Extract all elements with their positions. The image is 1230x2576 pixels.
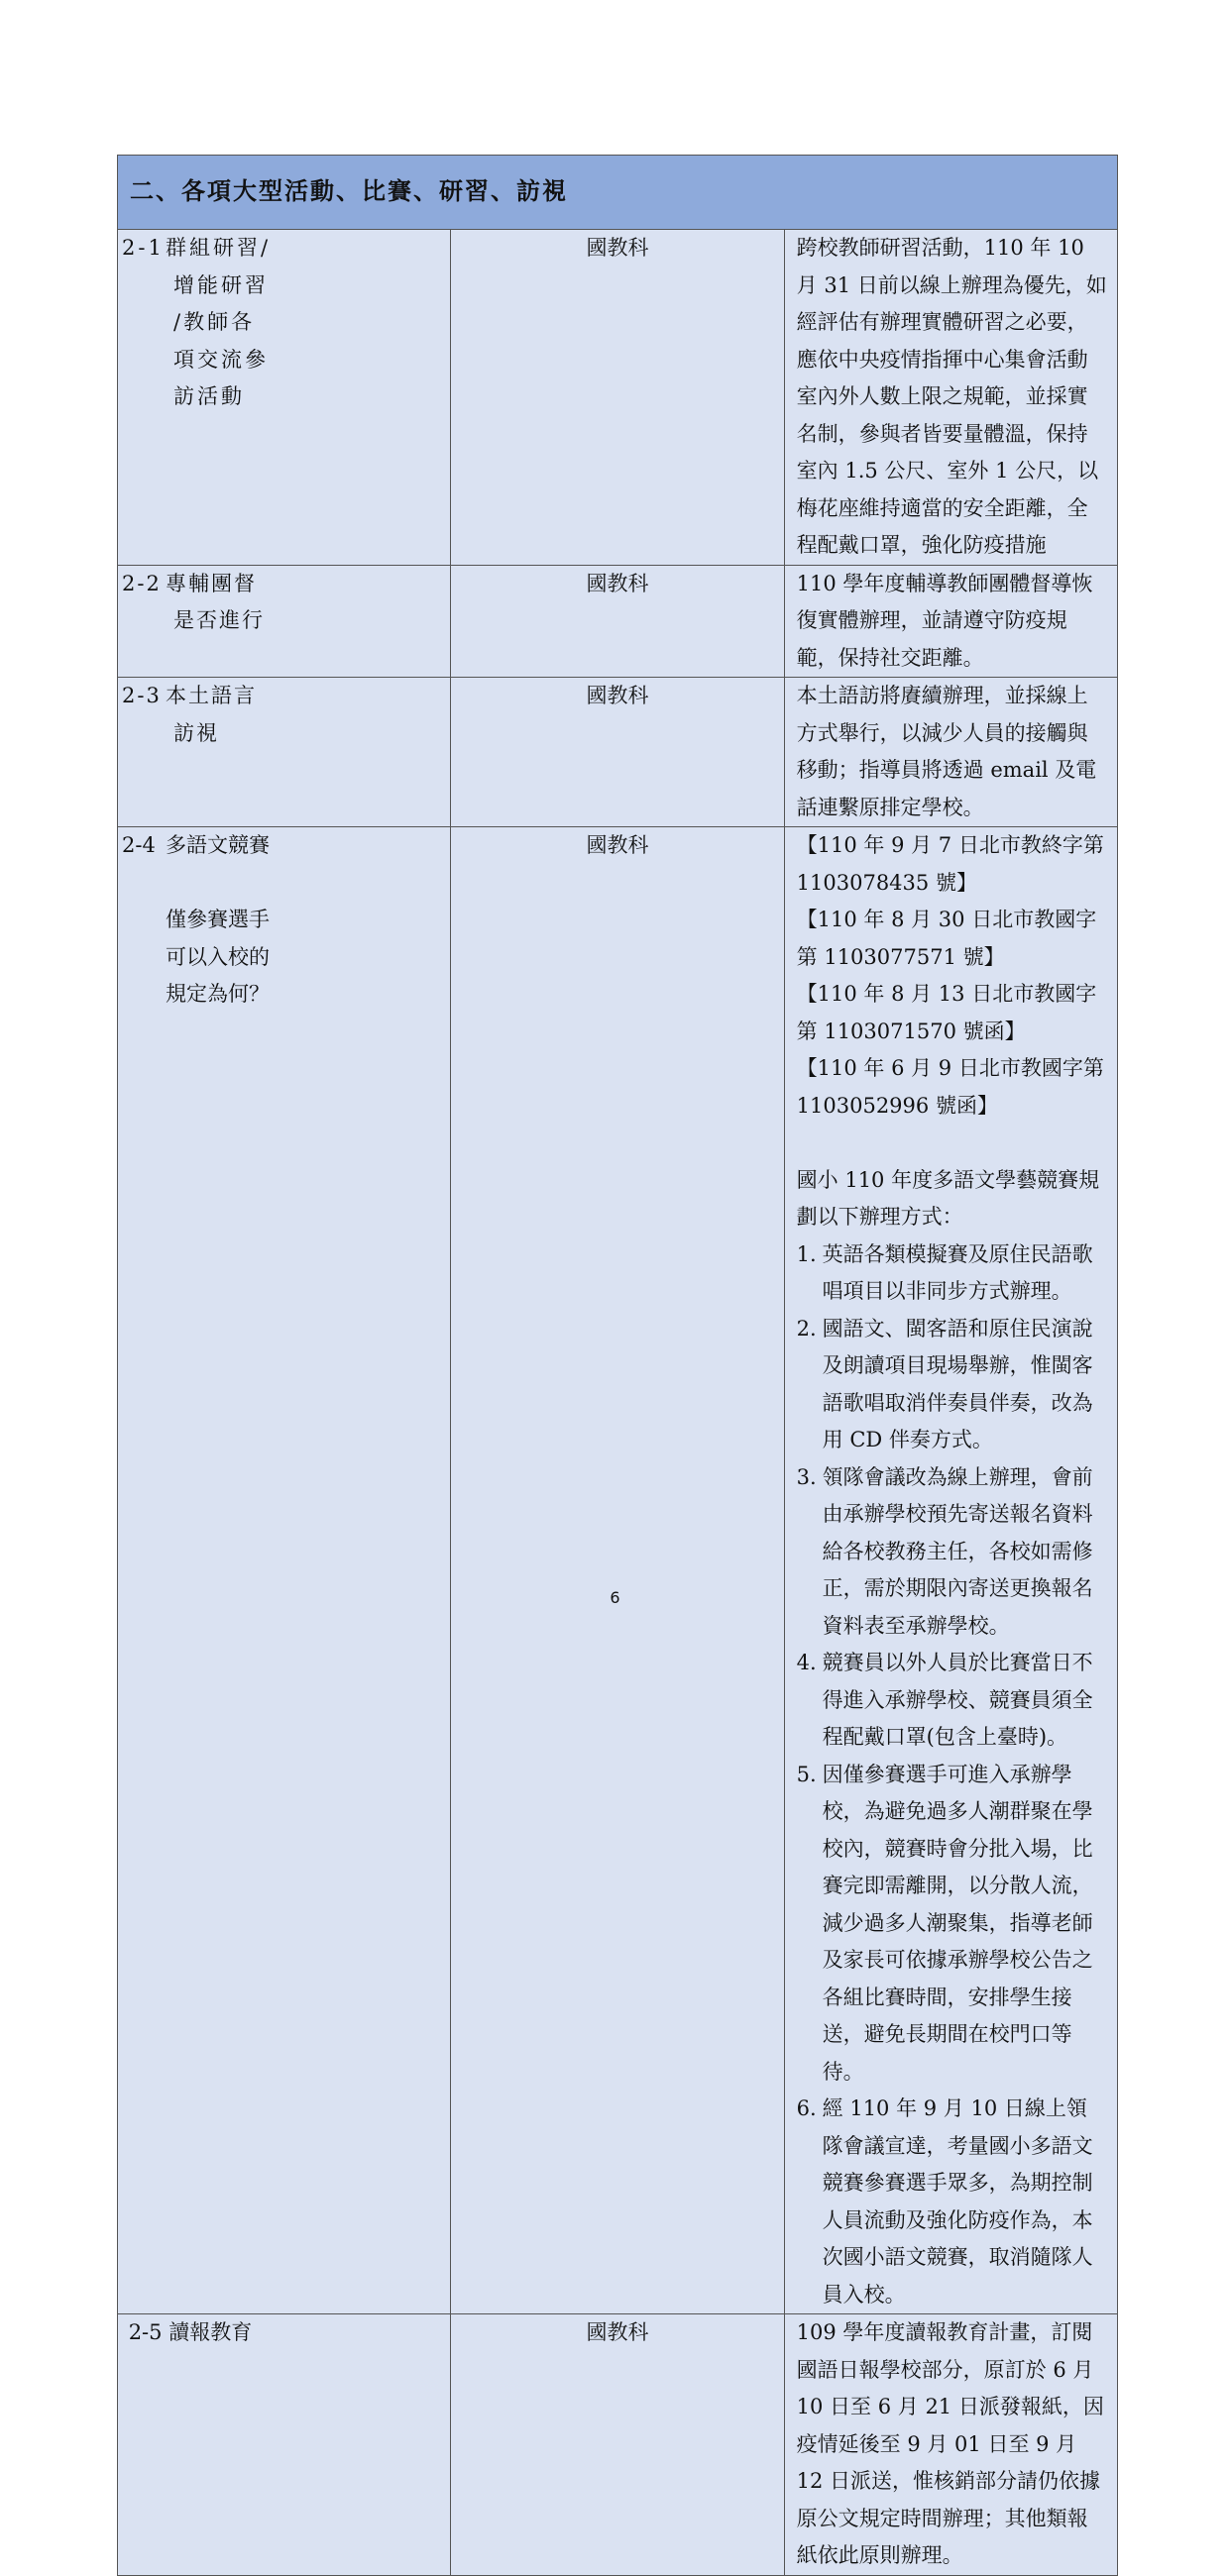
list-item: 5. 因僅參賽選手可進入承辦學校，為避免過多人潮群聚在學校內，競賽時會分批入場，比賽完即需離開，以分散人流，減少過多人潮聚集，指導老師及家長可依據承辦學校公告之各組比賽時間，安排學生接送，避免長期間在校門口等待。 bbox=[796, 1762, 1093, 2084]
content-cell: 跨校教師研習活動，110 年 10 月 31 日前以線上辦理為優先，如經評估有辦理實體研習之必要，應依中央疫情指揮中心集會活動室內外人數上限之規範，並採實名制，參與者皆要量體溫，保持室內 1.5 公尺、室外 1 公尺，以梅花座維持適當的安全距離，全程配戴口罩，強化防疫措施 bbox=[784, 230, 1117, 566]
item-label-line: 增能研習 bbox=[173, 272, 269, 297]
list-item: 1. 英語各類模擬賽及原住民語歌唱項目以非同步方式辦理。 bbox=[796, 1241, 1093, 1303]
item-cell bbox=[118, 230, 451, 566]
item-cell bbox=[118, 2314, 451, 2576]
item-code: 2-1 bbox=[122, 236, 165, 260]
item-code: 2-5 bbox=[128, 2320, 163, 2344]
table-row bbox=[118, 230, 1118, 566]
item-title: 讀報教育 bbox=[168, 2320, 253, 2344]
section-header-row bbox=[118, 156, 1118, 230]
reference-line: 【110 年 6 月 9 日北市教國字第 1103052996 號函】 bbox=[796, 1056, 1104, 1118]
reference-line: 【110 年 8 月 30 日北市教國字第 1103077571 號】 bbox=[796, 908, 1097, 969]
content-cell: 110 學年度輔導教師團體督導恢復實體辦理，並請遵守防疫規範，保持社交距離。 bbox=[784, 565, 1117, 678]
item-cell bbox=[118, 827, 451, 2314]
content-cell: 109 學年度讀報教育計畫，訂閱國語日報學校部分，原訂於 6 月 10 日至 6 月 21 日派發報紙，因疫情延後至 9 月 01 日至 9 月 12 日派送，惟核銷部分請仍依據原公文規定時間辦理；其他類報紙依此原則辦理。 bbox=[784, 2314, 1117, 2576]
table-row bbox=[118, 827, 1118, 2314]
item-note-line: 規定為何？ bbox=[166, 982, 270, 1006]
section-title: 二、各項大型活動、比賽、研習、訪視 bbox=[118, 156, 1118, 230]
item-label-line: 訪活動 bbox=[173, 384, 245, 408]
item-label-line: 是否進行 bbox=[173, 608, 265, 632]
page-number: 6 bbox=[610, 1588, 620, 1607]
item-label-line: /教師各 bbox=[173, 310, 256, 334]
item-cell bbox=[118, 565, 451, 678]
item-note-line: 可以入校的 bbox=[166, 944, 270, 969]
list-item: 2. 國語文、閩客語和原住民演說及朗讀項目現場舉辦，惟閩客語歌唱取消伴奏員伴奏，改為用 CD 伴奏方式。 bbox=[796, 1316, 1093, 1451]
dept-cell: 國教科 bbox=[451, 678, 784, 827]
item-code: 2-3 bbox=[122, 684, 162, 707]
table-row bbox=[118, 2314, 1118, 2576]
item-code: 2-4 bbox=[122, 833, 156, 857]
item-label-line: 訪視 bbox=[173, 720, 219, 745]
list-item: 3. 領隊會議改為線上辦理，會前由承辦學校預先寄送報名資料給各校教務主任，各校如需修正，需於期限內寄送更換報名資料表至承辦學校。 bbox=[796, 1464, 1093, 1638]
reference-line: 【110 年 8 月 13 日北市教國字第 1103071570 號函】 bbox=[796, 982, 1097, 1043]
item-label-line: 專輔團督 bbox=[166, 571, 257, 595]
item-note-line: 僅參賽選手 bbox=[166, 908, 270, 931]
item-label-line: 群組研習/ bbox=[166, 236, 272, 260]
item-label-line: 項交流參 bbox=[173, 347, 269, 372]
list-item: 6. 經 110 年 9 月 10 日線上領隊會議宣達，考量國小多語文競賽參賽選手眾多，為期控制人員流動及強化防疫作為，本次國小語文競賽，取消隨隊人員入校。 bbox=[796, 2096, 1093, 2307]
dept-cell: 國教科 bbox=[451, 2314, 784, 2576]
item-code: 2-2 bbox=[122, 571, 162, 595]
activities-table bbox=[117, 155, 1118, 2576]
dept-cell: 國教科 bbox=[451, 827, 784, 2314]
intro-text: 國小 110 年度多語文學藝競賽規劃以下辦理方式： bbox=[796, 1167, 1100, 1229]
dept-cell: 國教科 bbox=[451, 230, 784, 566]
content-cell bbox=[784, 827, 1117, 2314]
item-title: 多語文競賽 bbox=[166, 833, 270, 857]
item-label-line: 本土語言 bbox=[166, 684, 257, 707]
reference-line: 【110 年 9 月 7 日北市教終字第 1103078435 號】 bbox=[796, 833, 1104, 895]
item-cell bbox=[118, 678, 451, 827]
dept-cell: 國教科 bbox=[451, 565, 784, 678]
list-item: 4. 競賽員以外人員於比賽當日不得進入承辦學校、競賽員須全程配戴口罩(包含上臺時)。 bbox=[796, 1651, 1093, 1749]
table-row bbox=[118, 678, 1118, 827]
content-cell: 本土語訪將賡續辦理，並採線上方式舉行，以減少人員的接觸與移動；指導員將透過 email 及電話連繫原排定學校。 bbox=[784, 678, 1117, 827]
table-row bbox=[118, 565, 1118, 678]
